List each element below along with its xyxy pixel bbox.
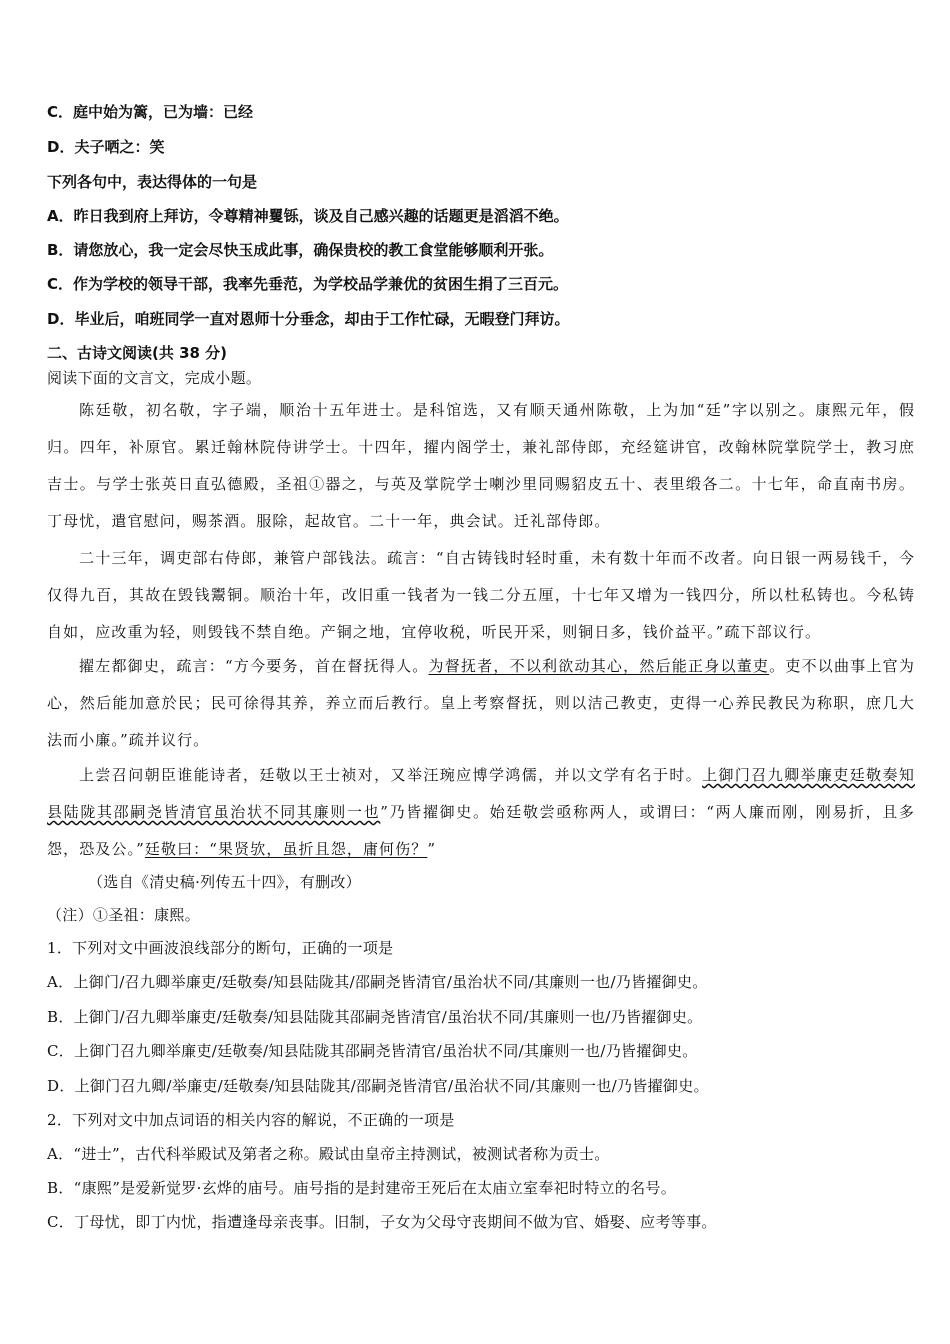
passage-paragraph-2: 二十三年，调吏部右侍郎，兼管户部钱法。疏言：“自古铸钱时轻时重，未有数十年而不改者。向日银一两易钱千，今仅得九百，其故在毁钱鬻铜。顺治十年，改旧重一钱者为一钱二分五厘，十七年又增为一钱四分，所以杜私铸也。今私铸自如，应改重为轻，则毁钱不禁自绝。产铜之地，宜停收税，听民开采，则铜日多，钱价益平。”疏下部议行。 (47, 549, 915, 641)
q2-option-c: C．丁母忧，即丁内忧，指遭逢母亲丧事。旧制，子女为父母守丧期间不做为官、婚娶、应考等事。 (47, 1213, 717, 1231)
question-1-stem: 1．下列对文中画波浪线部分的断句，正确的一项是 (47, 939, 394, 957)
passage-paragraph-4 (47, 757, 915, 868)
underlined-sentence: 为督抚者，不以利欲动其心，然后能正身以董吏 (428, 657, 770, 675)
q1-option-b: B．上御门/召九卿举廉吏/廷敬奏/知县陆陇其邵嗣尧皆清官/虽治状不同/其廉则一也/乃皆擢御史。 (47, 1008, 703, 1026)
option-b: B．请您放心，我一定会尽快玉成此事，确保贵校的教工食堂能够顺利开张。 (47, 241, 554, 259)
underlined-sentence: 廷敬曰：“果贤欤，虽折且怨，庸何伤？ (144, 840, 428, 858)
passage-paragraph-3 (47, 648, 915, 759)
passage-paragraph-1: 陈廷敬，初名敬，字子端，顺治十五年进士。是科馆选，又有顺天通州陈敬，上为加“廷”字以别之。康熙元年，假归。四年，补原官。累迁翰林院侍讲学士。十四年，擢内阁学士，兼礼部侍郎，充经筵讲官，改翰林院掌院学士，教习庶吉士。与学士张英日直弘德殿，圣祖①器之，与英及掌院学士喇沙里同赐貂皮五十、表里缎各二。十七年，命直南书房。丁母忧，遣官慰问，赐茶酒。服除，起故官。二十一年，典会试。迁礼部侍郎。 (47, 401, 915, 530)
option-c: C．作为学校的领导干部，我率先垂范，为学校品学兼优的贫困生捐了三百元。 (47, 275, 569, 293)
q1-option-c: C．上御门召九卿举廉吏/廷敬奏/知县陆陇其邵嗣尧皆清官/虽治状不同/其廉则一也/乃皆擢御史。 (47, 1042, 698, 1060)
option-a: A．昨日我到府上拜访，令尊精神矍铄，谈及自己感兴趣的话题更是滔滔不绝。 (47, 207, 569, 225)
section-instruction: 阅读下面的文言文，完成小题。 (47, 369, 262, 387)
passage-source: （选自《清史稿·列传五十四》，有删改） (88, 873, 361, 891)
passage-text: 。吏不以曲事上官为心，然后能加意於民；民可徐得其养，养立而后教行。皇上考察督抚，则以洁己教吏，吏得一心养民教民为称职，庶几大法而小廉。”疏并议行。 (47, 657, 916, 749)
passage-note: （注）①圣祖：康熙。 (47, 906, 201, 924)
question-2-stem: 2．下列对文中加点词语的相关内容的解说，不正确的一项是 (47, 1111, 455, 1129)
passage-text: ” (427, 840, 437, 858)
wavy-underlined-sentence: 上御门召九卿举廉吏廷敬奏知县陆陇其邵嗣尧皆清官虽治状不同其廉则一也 (47, 766, 915, 821)
question-stem-expression: 下列各句中，表达得体的一句是 (47, 173, 258, 191)
passage-text: ”乃皆擢御史。始廷敬尝亟称两人，或谓曰：“两人廉而刚，刚易折，且多怨，恐及公。” (47, 803, 915, 858)
option-d-prev: D．夫子哂之：笑 (47, 138, 165, 156)
passage-text: 擢左都御史，疏言：“方今要务，首在督抚得人。 (79, 657, 429, 675)
passage-text: 上尝召问朝臣谁能诗者，廷敬以王士祯对，又举汪琬应博学鸿儒，并以文学有名于时。 (79, 766, 703, 784)
option-d: D．毕业后，咱班同学一直对恩师十分垂念，却由于工作忙碌，无暇登门拜访。 (47, 310, 570, 328)
q1-option-a: A．上御门/召九卿举廉吏/廷敬奏/知县陆陇其/邵嗣尧皆清官/虽治状不同/其廉则一也/乃皆擢御史。 (47, 973, 708, 991)
q2-option-b: B．“康熙”是爱新觉罗·玄烨的庙号。庙号指的是封建帝王死后在太庙立室奉祀时特立的名号。 (47, 1179, 677, 1197)
section-title: 二、古诗文阅读(共 38 分) (47, 344, 228, 362)
q1-option-d: D．上御门召九卿/举廉吏/廷敬奏/知县陆陇其/邵嗣尧皆清官/虽治状不同/其廉则一也/乃皆擢御史。 (47, 1077, 709, 1095)
q2-option-a: A．“进士”，古代科举殿试及第者之称。殿试由皇帝主持测试，被测试者称为贡士。 (47, 1145, 610, 1163)
option-c-prev: C．庭中始为篱，已为墙：已经 (47, 103, 254, 121)
